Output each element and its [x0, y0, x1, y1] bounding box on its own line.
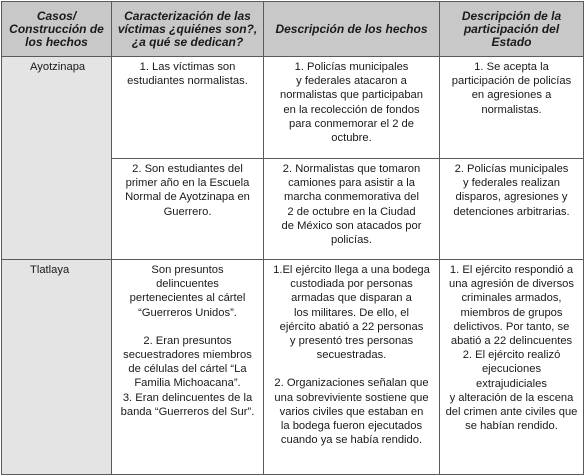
- facts-cell: [264, 159, 440, 260]
- state-cell: [440, 57, 584, 159]
- text-line: cuando ya se había rendido.: [280, 434, 423, 447]
- text-line: 1. Se acepta la: [474, 61, 549, 73]
- case-label: Ayotzinapa: [30, 61, 86, 73]
- text-line: 2. Normalistas que tomaron: [282, 163, 421, 175]
- text-line: ¿a qué se dedican?: [131, 34, 244, 49]
- text-line: “Guerreros Unidos”.: [138, 306, 237, 319]
- paragraph: [269, 376, 434, 447]
- text-line: octubre.: [331, 132, 372, 145]
- paragraph: [445, 263, 578, 348]
- victims-cell: [112, 260, 264, 475]
- paragraph: [117, 263, 258, 320]
- text-line: secuestradas.: [316, 349, 387, 362]
- text-line: del crimen ante civiles que: [445, 406, 578, 419]
- text-line: de México son atacados por: [281, 219, 422, 232]
- text-line: 2. El ejército realizó: [462, 349, 561, 362]
- header-cases: [2, 2, 112, 57]
- text-line: criminales armados,: [461, 292, 562, 305]
- header-victims: [112, 2, 264, 57]
- text-line: Guerrero.: [163, 205, 212, 218]
- text-line: Descripción de los hechos: [275, 21, 428, 36]
- text-line: camiones para asistir a la: [288, 177, 415, 190]
- text-line: varios civiles que estaban en: [279, 405, 424, 418]
- text-line: y federales realizan: [462, 177, 560, 190]
- text-line: Familia Michoacana”.: [134, 377, 241, 390]
- text-line: 1.El ejército llega a una bodega: [273, 264, 430, 276]
- text-line: 1. El ejército respondió a: [449, 264, 574, 276]
- text-line: en agresiones a: [471, 89, 552, 102]
- text-line: banda “Guerreros del Sur”.: [120, 405, 255, 418]
- text-line: Casos/: [36, 8, 77, 23]
- text-line: policías.: [330, 234, 373, 247]
- text-line: delincuentes: [156, 278, 219, 291]
- text-line: Son presuntos: [151, 264, 224, 276]
- cases-table: [1, 1, 584, 475]
- text-line: de células del cártel “La: [128, 363, 247, 376]
- text-line: la bodega fueron ejecutados: [280, 420, 423, 433]
- paragraph: [445, 348, 578, 433]
- text-line: normalistas que participaban: [279, 89, 424, 102]
- text-line: y federales atacaron a: [296, 75, 407, 88]
- text-line: delictivos. Por tanto, se: [453, 320, 570, 333]
- text-line: marcha conmemorativa del: [284, 191, 419, 204]
- text-line: los hechos: [25, 34, 88, 49]
- facts-cell: [264, 57, 440, 159]
- text-line: se habían rendido.: [465, 420, 558, 433]
- case-tlatlaya: [2, 260, 112, 475]
- text-line: miembros de grupos: [460, 306, 563, 319]
- text-line: participación del Estado: [463, 21, 560, 49]
- text-line: custodiada por personas: [290, 278, 413, 291]
- text-line: una sobreviviente sostiene que: [274, 391, 429, 404]
- text-line: para conmemorar el 2 de: [289, 117, 414, 130]
- header-state: [440, 2, 584, 57]
- text-line: Construcción de: [9, 21, 104, 36]
- text-line: y alteración de la escena: [449, 391, 574, 404]
- text-line: estudiantes normalistas.: [127, 75, 248, 88]
- text-line: 1. Las víctimas son: [139, 61, 236, 73]
- text-line: pertenecientes al cártel: [129, 292, 246, 305]
- text-line: 1. Policías municipales: [294, 61, 409, 73]
- state-cell: [440, 260, 584, 475]
- facts-cell: [264, 260, 440, 475]
- table-row: [2, 57, 584, 159]
- paragraph: [117, 391, 258, 419]
- text-line: Descripción de la: [461, 8, 562, 23]
- table-row: [2, 260, 584, 475]
- text-line: 2. Policías municipales: [454, 163, 569, 175]
- paragraph: [269, 263, 434, 362]
- text-line: participación de policías: [451, 75, 572, 88]
- text-line: Caracterización de las: [124, 8, 251, 23]
- victims-cell: [112, 57, 264, 159]
- text-line: en la recolección de fondos: [283, 103, 420, 116]
- text-line: armadas que disparan a: [291, 292, 412, 305]
- paragraph: [117, 334, 258, 391]
- text-line: ejército abatió a 22 personas: [279, 320, 424, 333]
- text-line: primer año en la Escuela: [125, 177, 250, 190]
- text-line: 2. Eran presuntos: [143, 334, 232, 347]
- case-ayotzinapa: [2, 57, 112, 260]
- text-line: 3. Eran delincuentes de la: [122, 391, 253, 404]
- text-line: una agresión de diversos: [448, 278, 574, 291]
- text-line: 2 de octubre en la Ciudad: [287, 205, 416, 218]
- header-row: [2, 2, 584, 57]
- text-line: ejecuciones extrajudiciales: [476, 363, 547, 390]
- text-line: 2. Organizaciones señalan que: [274, 377, 429, 390]
- case-label: Tlatlaya: [30, 264, 70, 276]
- text-line: detenciones arbitrarias.: [453, 205, 570, 218]
- header-facts: [264, 2, 440, 57]
- victims-cell: [112, 159, 264, 260]
- state-cell: [440, 159, 584, 260]
- text-line: secuestradores miembros: [123, 349, 252, 362]
- text-line: y presentó tres personas: [289, 335, 414, 348]
- text-line: disparos, agresiones y: [455, 191, 568, 204]
- text-line: víctimas ¿quiénes son?,: [117, 21, 258, 36]
- text-line: Normal de Ayotzinapa en: [125, 191, 250, 204]
- text-line: 2. Son estudiantes del: [132, 163, 243, 175]
- text-line: abatió a 22 delincuentes: [450, 335, 573, 348]
- text-line: los militares. De ello, el: [293, 306, 410, 319]
- text-line: normalistas.: [481, 103, 542, 116]
